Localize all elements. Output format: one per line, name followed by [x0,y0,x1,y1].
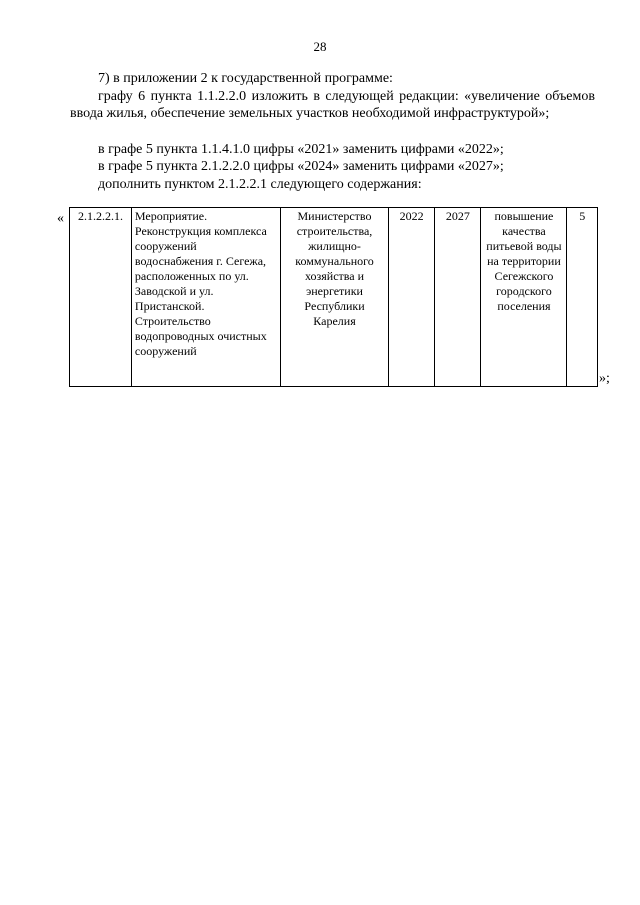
amendment-paragraph-year-2027: в графе 5 пункта 2.1.2.2.0 цифры «2024» заменить цифрами «2027»; [98,159,504,174]
cell-description: Мероприятие. Реконструкция комплекса сооружений водоснабжения г. Сегежа, расположенных по ул. Заводской и ул. Пристанской. Строительство водопроводных очистных сооружений [131,208,280,387]
page-number: 28 [313,39,327,54]
amendment-paragraph-year-2022: в графе 5 пункта 1.1.4.1.0 цифры «2021» заменить цифрами «2022»; [98,142,504,157]
cell-number: 5 [567,208,598,387]
amendment-paragraph-add-item: дополнить пунктом 2.1.2.2.1 следующего содержания: [98,177,422,192]
amendment-paragraph-column6: графу 6 пункта 1.1.2.2.0 изложить в следующей редакции: «увеличение объемов ввода жилья, обеспечение земельных участков необходимой инфраструктурой»; [70,89,595,121]
cell-year-end: 2027 [435,208,481,387]
cell-code: 2.1.2.2.1. [70,208,132,387]
opening-quote: « [57,211,64,226]
cell-year-start: 2022 [389,208,435,387]
cell-result: повышение качества питьевой воды на территории Сегежского городского поселения [481,208,567,387]
cell-executor: Министерство строительства, жилищно-коммунального хозяйства и энергетики Республики Карелия [280,208,388,387]
closing-quote: »; [599,371,610,386]
amendment-item-7-heading: 7) в приложении 2 к государственной программе: [98,71,393,86]
amendment-table [69,207,598,387]
table-row [70,208,598,387]
